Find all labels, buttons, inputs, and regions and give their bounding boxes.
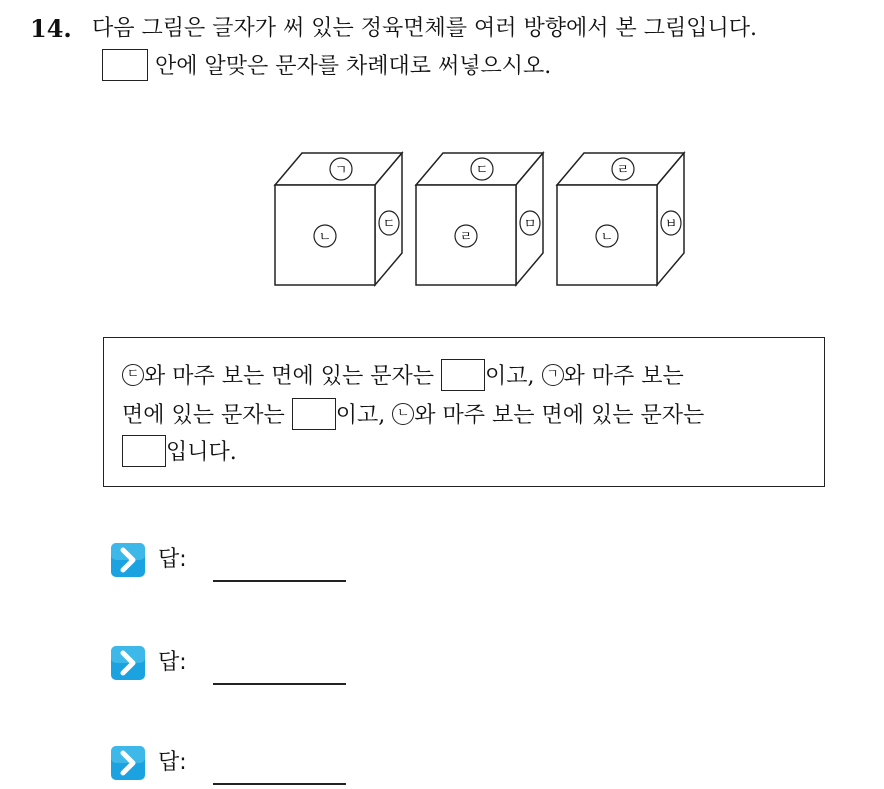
box-text: 면에 있는 문자는: [122, 403, 285, 428]
cube-1-top-letter: ㄱ: [334, 163, 348, 178]
question-text-line2: [102, 50, 551, 84]
box-text: 와 마주 보는: [563, 364, 684, 389]
cube-1: [275, 153, 402, 285]
cube-2: [416, 153, 543, 285]
blank-box-1[interactable]: [441, 359, 485, 391]
cube-2-side-letter: ㅁ: [523, 217, 537, 232]
cube-figures: [270, 148, 690, 288]
answer-label: 답:: [158, 547, 187, 572]
blank-box-3[interactable]: [122, 435, 166, 467]
box-text: 이고,: [335, 403, 386, 428]
answer-line-3[interactable]: [213, 783, 346, 785]
question-text-line2-text: 안에 알맞은 문자를 차례대로 써넣으시오.: [155, 54, 552, 79]
answer-line-2[interactable]: [213, 683, 346, 685]
cube-2-front-letter: ㄹ: [459, 230, 473, 245]
circled-letter: ㄷ: [122, 364, 144, 386]
cube-3: [557, 153, 684, 285]
chevron-right-icon: [110, 645, 146, 681]
answer-line-1[interactable]: [213, 580, 346, 582]
box-text: 와 마주 보는 면에 있는 문자는: [144, 364, 434, 389]
blank-box-2[interactable]: [292, 398, 336, 430]
box-text: 입니다.: [166, 440, 237, 465]
circled-letter: ㄴ: [392, 403, 414, 425]
question-text-line1: 다음 그림은 글자가 써 있는 정육면체를 여러 방향에서 본 그림입니다.: [92, 16, 757, 41]
chevron-right-icon: [110, 745, 146, 781]
box-line-1: [122, 360, 684, 394]
box-text: 와 마주 보는 면에 있는 문자는: [414, 403, 705, 428]
cube-1-side-letter: ㄷ: [382, 217, 396, 232]
answer-label: 답:: [158, 750, 187, 775]
cube-3-front-letter: ㄴ: [600, 230, 614, 245]
cube-3-side-letter: ㅂ: [664, 217, 678, 232]
cube-3-top-letter: ㄹ: [616, 163, 630, 178]
fill-in-box: [103, 337, 825, 487]
blank-box: [102, 49, 148, 81]
cube-1-front-letter: ㄴ: [318, 230, 332, 245]
answer-label: 답:: [158, 650, 187, 675]
cube-2-top-letter: ㄷ: [475, 163, 489, 178]
box-text: 이고,: [485, 364, 535, 389]
box-line-2: [122, 399, 704, 433]
chevron-right-icon: [110, 542, 146, 578]
box-line-3: [122, 436, 237, 470]
circled-letter: ㄱ: [542, 364, 564, 386]
question-number: 14.: [30, 14, 72, 43]
